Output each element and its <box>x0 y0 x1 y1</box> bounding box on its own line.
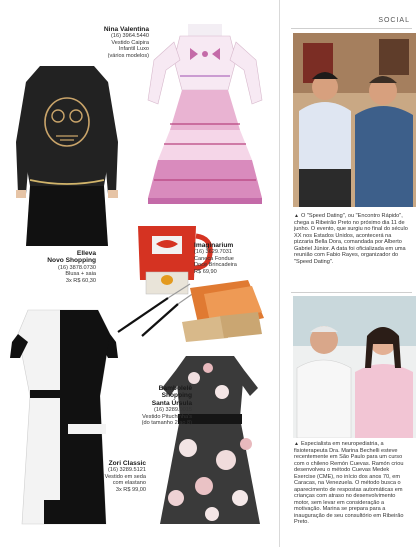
social-photo-neuropediatrics <box>293 296 416 438</box>
black-white-dress-image <box>8 304 120 530</box>
product-name: Shopping <box>161 392 192 400</box>
product-phone: (16) 3964.5440 <box>111 33 149 40</box>
product-line: Doce Brincadeira <box>194 262 237 269</box>
section-rule <box>291 292 412 293</box>
product-name: Imaginarium <box>194 242 234 249</box>
product-price: 3x R$ 60,30 <box>65 277 96 284</box>
social-caption-neuropediatrics <box>294 441 412 526</box>
product-line: Infantil Luxo <box>118 46 149 53</box>
triangle-bullet-icon: ▲ <box>294 213 299 219</box>
product-line: Vestido em seda <box>104 473 146 480</box>
product-phone: (16) 3878.0730 <box>58 264 96 271</box>
caption-text: Especialista em neuropediatria, a fisioterapeuta Dra. Marina Bechelli esteve recentemente em São Paulo para um curso com o chileno Remón Cuevas. Ramón criou desenvolveu o método Cuevas Medek Exercise (CME), no início dos anos 70, em Caracas, na Venezuela. O método busca o aparecimento de respostas automáticas em crianças com atraso no desenvolvimento motor, sem levar em consideração a motivação. Marina se prepara para a inauguração de seu consultório em Ribeirão Preto. <box>294 441 404 525</box>
product-price: 3x R$ 99,00 <box>115 486 146 493</box>
product-caption-elleva <box>30 250 96 284</box>
triangle-bullet-icon: ▲ <box>294 441 299 447</box>
social-photo-speed-dating <box>293 33 416 207</box>
product-name: Novo Shopping <box>47 257 96 265</box>
product-name: Santa Úrsula <box>151 399 192 407</box>
product-phone: (16) 3289.5121 <box>108 467 146 474</box>
section-label: SOCIAL <box>378 17 410 24</box>
floral-dress-image <box>148 348 272 542</box>
caipira-dress-image <box>140 20 270 210</box>
fondue-mug-image <box>112 222 272 342</box>
product-name: Nina Valentina <box>103 26 149 33</box>
social-caption-speed-dating <box>294 213 412 265</box>
product-phone: (16) 3289.0015 <box>154 407 192 414</box>
product-caption-bambolele <box>112 385 192 426</box>
product-price: R$ 69,90 <box>194 268 217 275</box>
product-caption-zori-classic <box>66 460 146 493</box>
product-line: Caneca Fondue <box>194 255 234 262</box>
product-line: Blusa + saia <box>65 271 96 278</box>
product-line: Vestido Caipira <box>111 39 149 46</box>
section-rule <box>291 28 412 29</box>
product-line: (vários modelos) <box>107 52 149 59</box>
product-caption-nina-valentina <box>52 26 149 59</box>
product-name: Zori Classic <box>108 460 146 467</box>
column-divider <box>279 0 280 547</box>
skull-blouse-outfit-image <box>12 62 122 258</box>
product-line: com elastano <box>112 480 146 487</box>
caption-text: O "Speed Dating", ou "Encontro Rápido", chega a Ribeirão Preto no próximo dia 11 de junho. O evento, que surgiu no final do século XX nos Estados Unidos, acontecerá na pizzaria Bella Dora, comandada por Alberto Gabriel Júnior. A data foi oficializada em uma reunião com Fabio Rayes, organizador do "Speed Dating". <box>294 213 408 265</box>
product-line: Vestido Pituchinha's <box>142 413 192 420</box>
product-caption-imaginarium <box>194 242 278 275</box>
product-phone: (16) 3629.7031 <box>194 249 232 256</box>
product-line: (do tamanho 2 ao 8) <box>141 420 192 427</box>
product-name: Bambolelê <box>158 385 192 392</box>
product-name: Elleva <box>76 250 96 257</box>
